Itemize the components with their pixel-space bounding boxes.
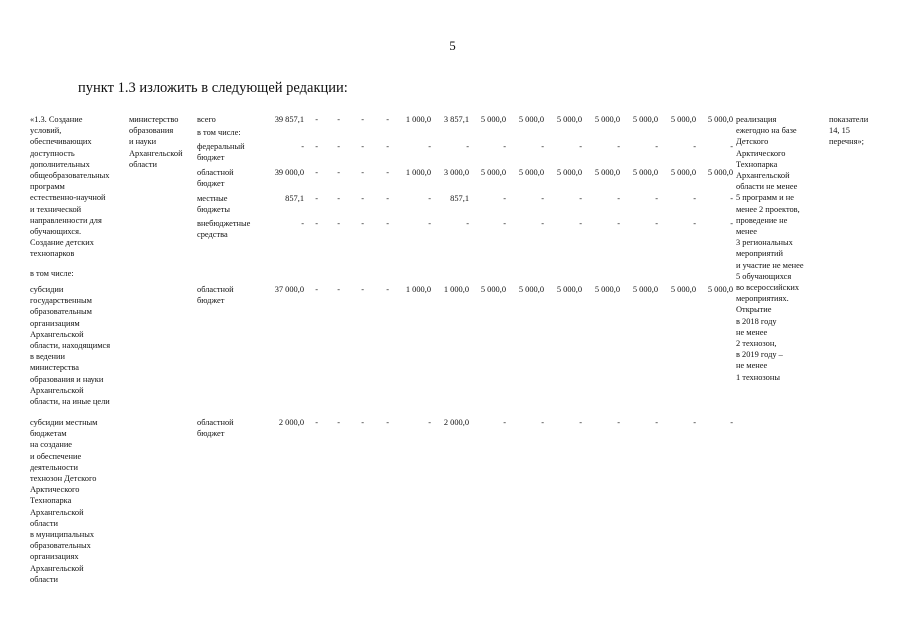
year-value: - [386,219,389,228]
year-value: 5 000,0 [632,285,658,294]
year-value: - [541,418,544,427]
year-value: - [315,418,318,427]
funding-source: внебюджетные средства [197,219,251,240]
activity-name: субсидии государственным образовательным организациям Архангельской области, находящимся в ведении министерства образования и науки Архангельской области, на иные цели [30,285,111,407]
year-value: - [337,142,340,151]
year-value: - [337,168,340,177]
funding-source: федеральный бюджет [197,142,245,163]
year-value: 2 000,0 [443,418,469,427]
year-value: 5 000,0 [594,115,620,124]
year-value: - [386,115,389,124]
year-value: - [617,194,620,203]
activity-name: «1.3. Создание условий, обеспечивающих доступность дополнительных общеобразовательных программ естественно-научной и технической направленности для обучающихся. Создание детских технопарков [30,115,110,259]
year-value: 1 000,0 [405,168,431,177]
year-value: - [337,285,340,294]
year-value: - [541,142,544,151]
year-value: - [693,194,696,203]
funding-source: областной бюджет [197,285,234,306]
funding-source: областной бюджет [197,418,234,439]
total-value: 39 000,0 [274,168,304,177]
year-value: 3 000,0 [443,168,469,177]
expected-result: реализация ежегодно на базе Детского Арктического Технопарка Архангельской области не менее 5 программ и не менее 2 проектов, проведение не менее 3 региональных мероприятий и участие не менее 5 обучающихся во всероссийских мероприятиях. Открытие в 2018 году не менее 2 технозон, в 2019 году – не менее 1 технозоны [736,115,804,382]
year-value: - [428,194,431,203]
year-value: - [337,418,340,427]
total-value: 39 857,1 [274,115,304,124]
year-value: - [503,142,506,151]
year-value: - [730,219,733,228]
year-value: - [386,418,389,427]
year-value: - [579,418,582,427]
year-value: - [541,194,544,203]
year-value: 5 000,0 [480,115,506,124]
year-value: - [315,142,318,151]
year-value: - [693,142,696,151]
year-value: - [579,219,582,228]
year-value: - [655,194,658,203]
year-value: - [361,115,364,124]
year-value: - [386,142,389,151]
total-value: - [301,142,304,151]
year-value: - [503,219,506,228]
year-value: - [617,418,620,427]
funding-source: местные бюджеты [197,194,231,215]
funding-source: областной бюджет [197,168,234,189]
year-value: 5 000,0 [518,115,544,124]
year-value: - [466,219,469,228]
year-value: 5 000,0 [707,168,733,177]
year-value: - [337,219,340,228]
year-value: - [503,194,506,203]
year-value: 5 000,0 [480,285,506,294]
total-value: - [301,219,304,228]
total-value: 857,1 [285,194,304,203]
year-value: - [655,418,658,427]
year-value: - [361,168,364,177]
year-value: - [579,194,582,203]
year-value: 1 000,0 [443,285,469,294]
year-value: - [617,142,620,151]
year-value: 5 000,0 [594,285,620,294]
year-value: 5 000,0 [632,168,658,177]
year-value: 5 000,0 [670,115,696,124]
year-value: - [693,418,696,427]
year-value: 5 000,0 [518,168,544,177]
activity-name: в том числе: [30,269,74,278]
year-value: - [579,142,582,151]
year-value: 5 000,0 [707,285,733,294]
year-value: - [541,219,544,228]
year-value: - [428,418,431,427]
year-value: 5 000,0 [556,115,582,124]
executor: министерство образования и науки Архангельской области [129,115,183,169]
year-value: 857,1 [450,194,469,203]
year-value: 1 000,0 [405,115,431,124]
year-value: 5 000,0 [632,115,658,124]
year-value: - [693,219,696,228]
year-value: 5 000,0 [670,168,696,177]
funding-source: всего [197,115,216,124]
year-value: - [361,418,364,427]
activity-name: субсидии местным бюджетам на создание и обеспечение деятельности технозон Детского Арктического Технопарка Архангельской области в муниципальных образовательных организациях Архангельской области [30,418,98,584]
year-value: 3 857,1 [443,115,469,124]
total-value: 37 000,0 [274,285,304,294]
year-value: - [655,142,658,151]
year-value: 5 000,0 [707,115,733,124]
year-value: - [655,219,658,228]
year-value: - [730,418,733,427]
year-value: 5 000,0 [518,285,544,294]
year-value: 5 000,0 [556,168,582,177]
year-value: - [315,219,318,228]
year-value: - [428,219,431,228]
funding-source: в том числе: [197,128,241,137]
year-value: - [315,168,318,177]
year-value: - [466,142,469,151]
year-value: - [315,194,318,203]
page-number: 5 [449,38,456,53]
year-value: 5 000,0 [556,285,582,294]
year-value: 5 000,0 [594,168,620,177]
year-value: - [361,219,364,228]
heading: пункт 1.3 изложить в следующей редакции: [78,80,348,96]
year-value: - [361,142,364,151]
year-value: - [386,168,389,177]
year-value: - [315,115,318,124]
year-value: - [503,418,506,427]
year-value: 5 000,0 [480,168,506,177]
year-value: - [386,285,389,294]
year-value: - [361,194,364,203]
year-value: - [730,142,733,151]
year-value: - [315,285,318,294]
year-value: - [337,115,340,124]
year-value: - [361,285,364,294]
year-value: - [386,194,389,203]
year-value: - [617,219,620,228]
year-value: - [337,194,340,203]
indicators: показатели 14, 15 перечня»; [829,115,869,147]
year-value: - [428,142,431,151]
year-value: 1 000,0 [405,285,431,294]
year-value: 5 000,0 [670,285,696,294]
year-value: - [730,194,733,203]
total-value: 2 000,0 [278,418,304,427]
